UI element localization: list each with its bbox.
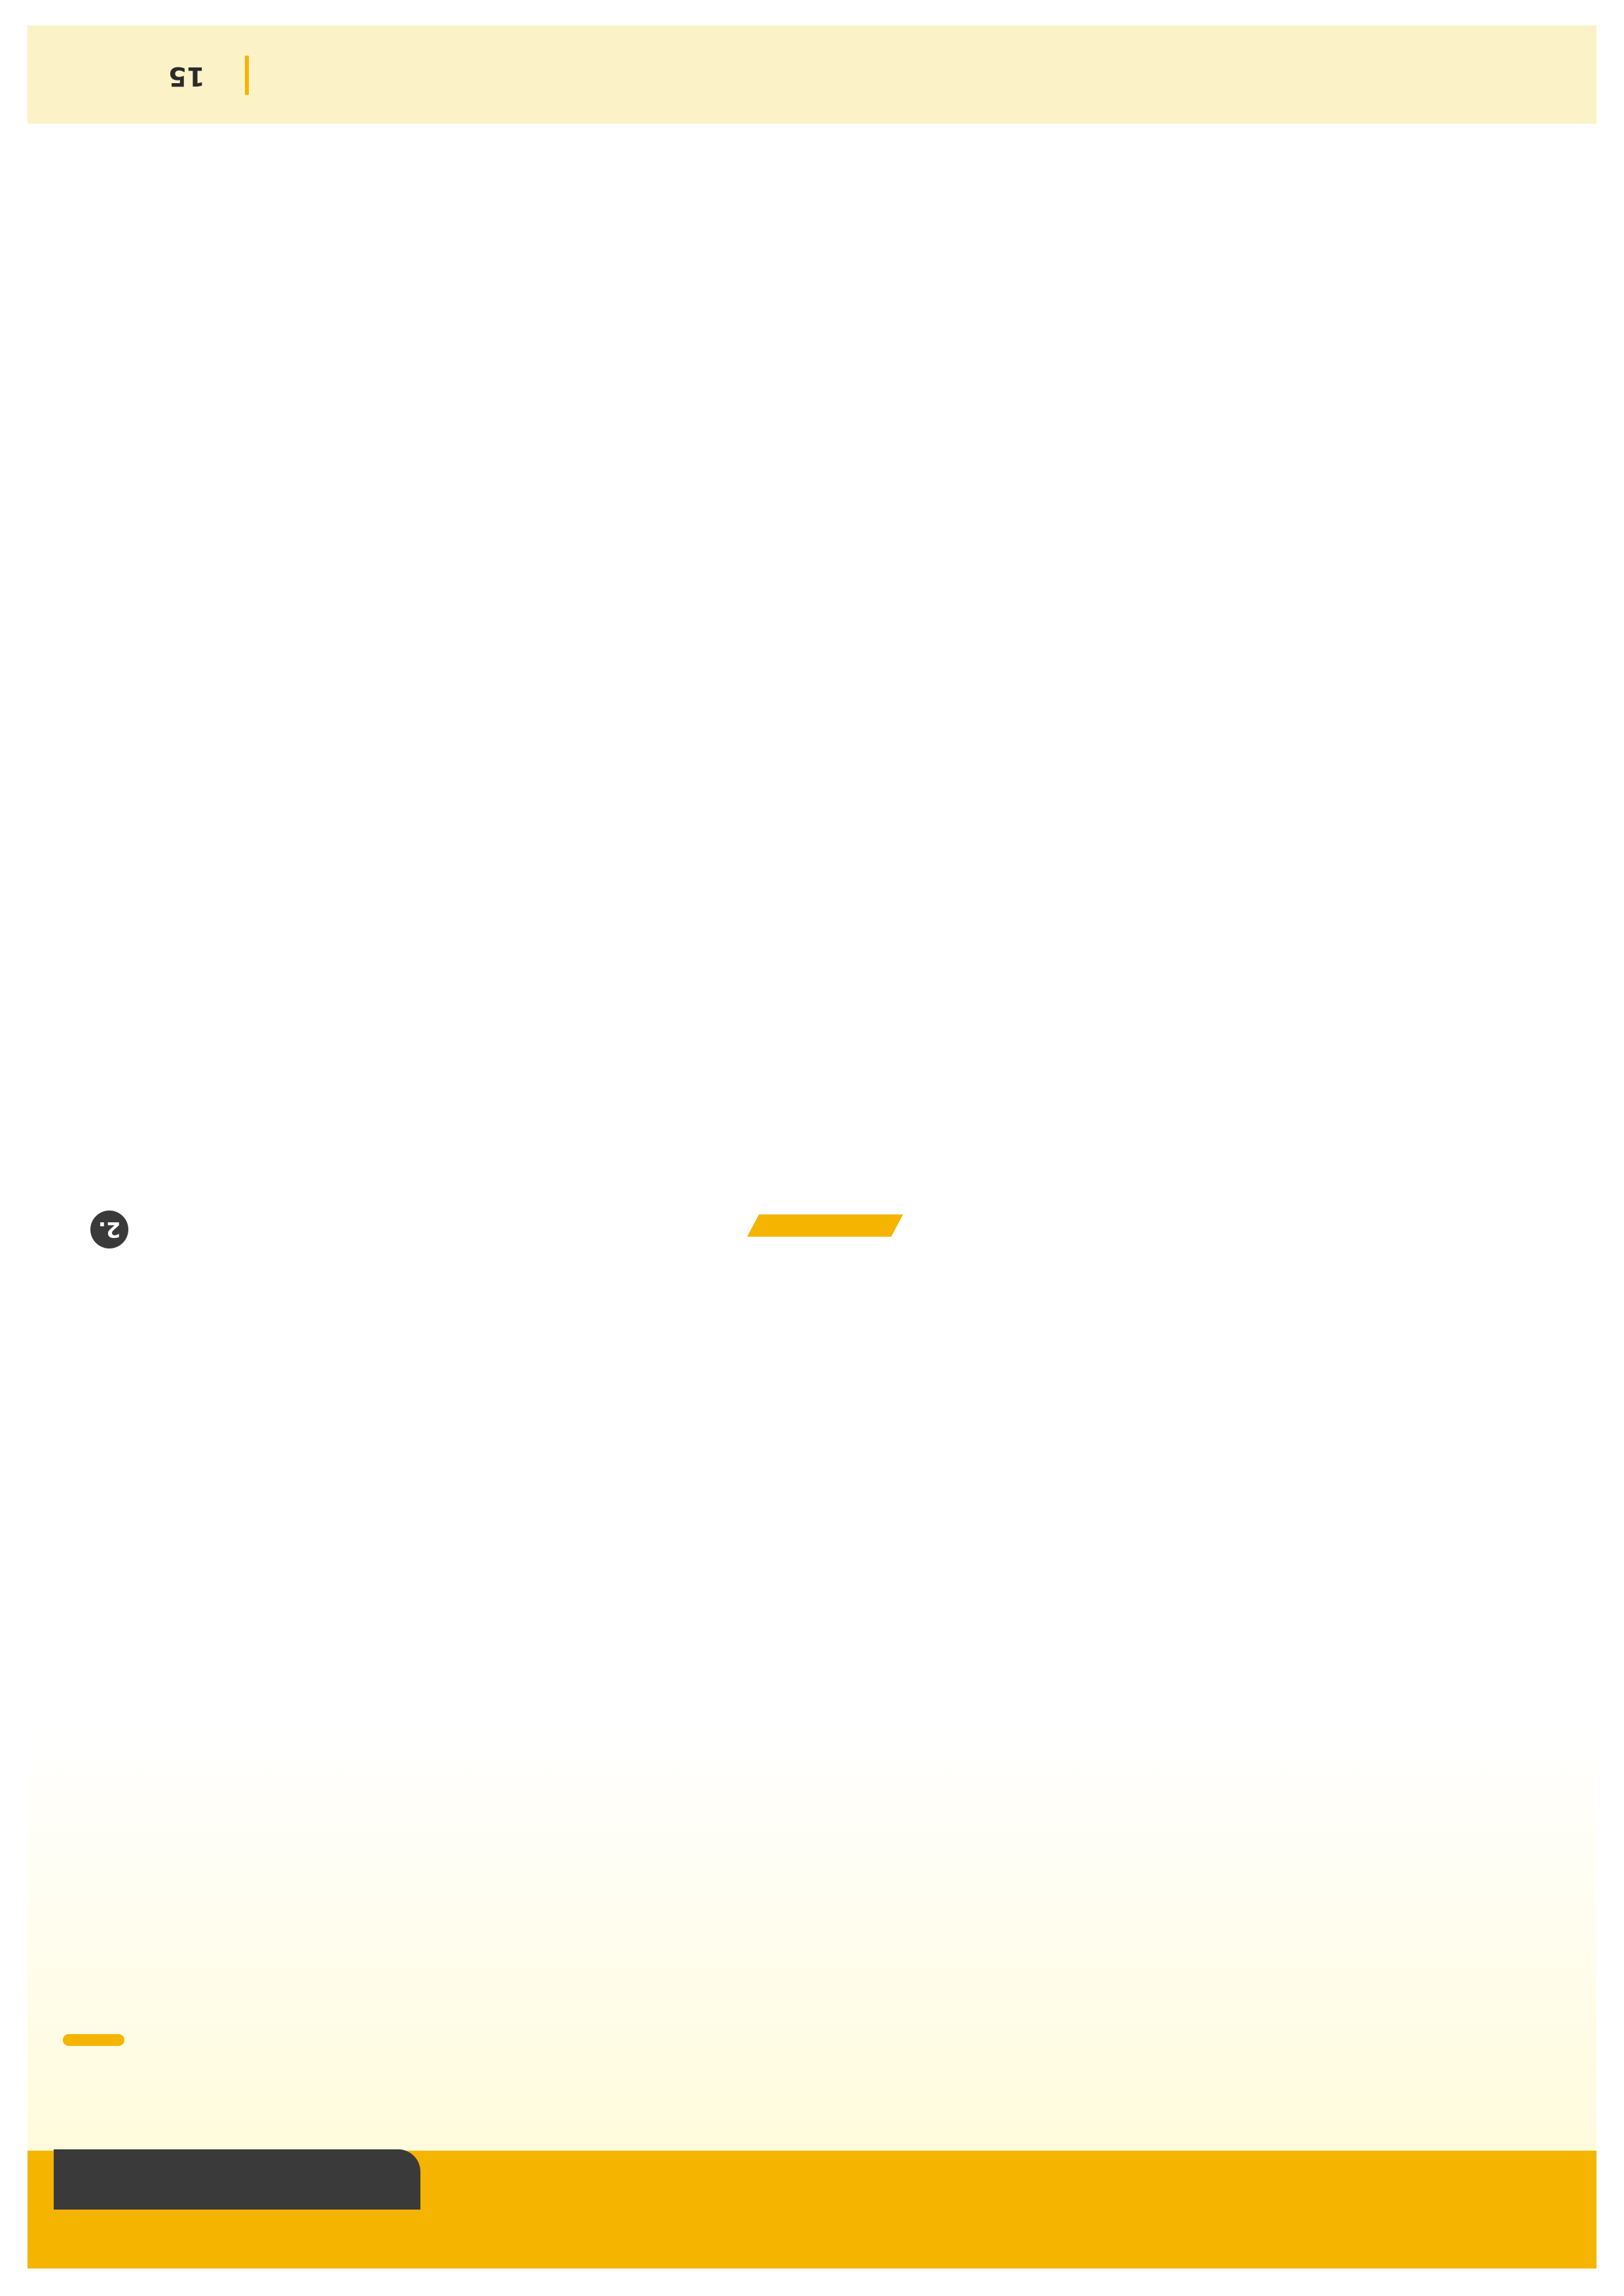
body-line — [144, 891, 1506, 920]
body-line — [144, 1804, 1506, 1832]
body-line — [144, 1751, 1166, 1780]
section-title — [144, 1208, 773, 1250]
section-marker — [63, 2034, 124, 2046]
list-item — [144, 1334, 1506, 1362]
list-item — [144, 1471, 1506, 1500]
level-name — [144, 314, 406, 342]
level-range — [471, 173, 877, 202]
body-line — [144, 1123, 1506, 1152]
body-line — [144, 420, 1506, 448]
header-fade — [28, 1732, 1596, 2151]
body-line — [144, 522, 1506, 551]
footer-text — [255, 48, 819, 71]
body-line — [144, 840, 432, 869]
body-line — [144, 942, 1506, 971]
unit-label — [65, 2160, 393, 2196]
level-range — [471, 314, 877, 342]
section-number: 2. — [90, 1211, 128, 1248]
level-name — [144, 243, 406, 272]
list-item — [144, 1402, 1349, 1430]
body-line — [144, 1281, 1166, 1310]
page-number: 15 — [168, 61, 205, 91]
level-range — [471, 243, 877, 272]
list-item — [144, 1678, 1035, 1707]
level-name — [144, 173, 406, 202]
list-item — [144, 1908, 1506, 1937]
body-line — [144, 1856, 1506, 1885]
footer-text — [255, 73, 819, 96]
list-item — [144, 756, 1506, 785]
body-line — [144, 654, 1506, 683]
body-line — [144, 1074, 223, 1103]
section-title — [144, 2022, 976, 2064]
body-line — [144, 603, 851, 632]
body-line — [144, 993, 1506, 1022]
footer-divider — [245, 56, 249, 95]
body-line — [144, 1961, 1454, 1990]
body-line — [144, 369, 851, 397]
list-item — [144, 1607, 1166, 1636]
body-line — [144, 705, 1506, 734]
list-item — [144, 1540, 1297, 1569]
body-line — [144, 471, 1506, 500]
